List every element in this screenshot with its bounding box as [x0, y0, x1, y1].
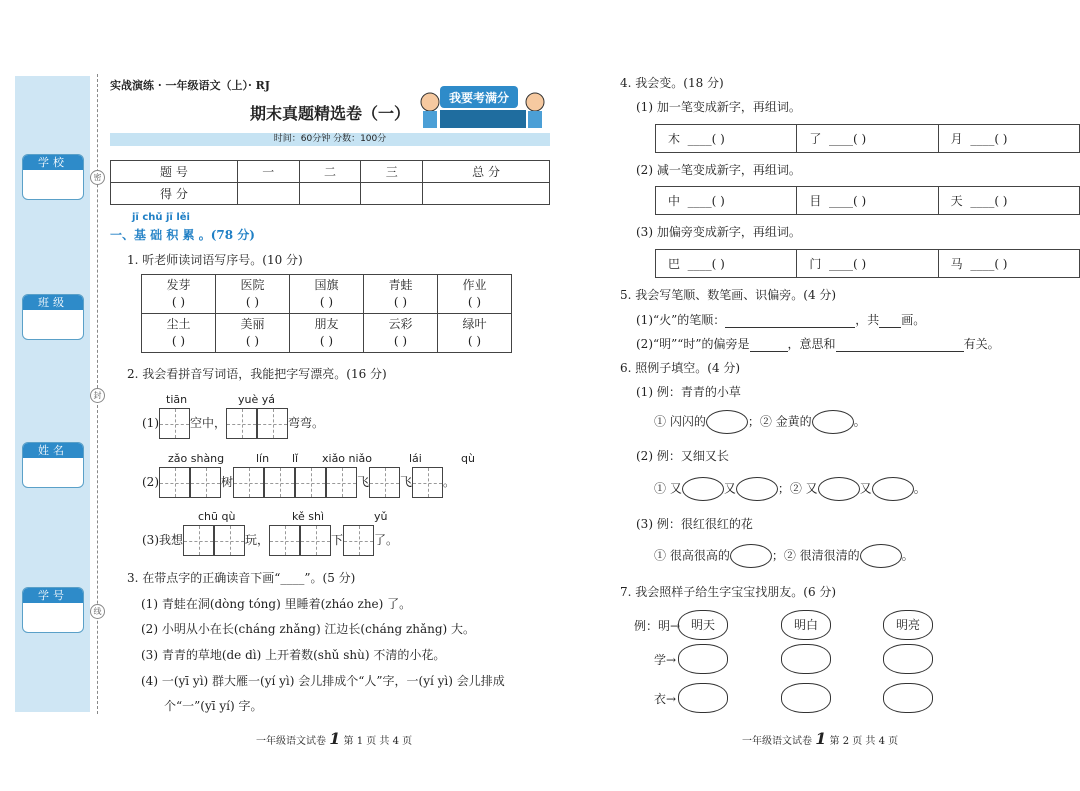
q4-cell[interactable]: 木 ____( ) [656, 125, 797, 153]
score-input-cell[interactable] [423, 183, 550, 205]
q6-ex2: (2) 例：又细又长 [636, 449, 729, 463]
score-input-cell[interactable] [299, 183, 361, 205]
q3-line: (3) 青青的草地(de dì) 上开着数(shǔ shù) 不清的小花。 [141, 648, 446, 662]
char-grid[interactable] [226, 408, 257, 439]
score-header-cell: 总 分 [423, 161, 550, 183]
q5-line2: (2)“明”“时”的偏旁是 ，意思和 有关。 [636, 337, 1000, 351]
q6-title: 6. 照例子填空。(4 分) [620, 361, 741, 375]
score-header-cell: 题 号 [111, 161, 238, 183]
pinyin: lǐ [292, 452, 299, 465]
q1-cell[interactable]: 云彩 ( ) [364, 314, 438, 353]
pinyin: qù [461, 452, 475, 465]
q3-title: 3. 在带点字的正确读音下画“____”。(5 分) [127, 571, 356, 585]
q7-word-cloud: 明天 [678, 610, 728, 640]
pinyin: yuè yá [238, 393, 275, 406]
score-header-cell: 二 [299, 161, 361, 183]
q1-table [141, 274, 512, 353]
q7-word-cloud: 明白 [781, 610, 831, 640]
char-grid[interactable] [343, 525, 374, 556]
q1-title: 1. 听老师读词语写序号。(10 分) [127, 253, 303, 267]
school-field[interactable]: 学校 [22, 154, 84, 200]
q4-cell[interactable]: 天 ____( ) [938, 187, 1079, 215]
score-label-cell: 得 分 [111, 183, 238, 205]
cloud-blank[interactable] [730, 544, 772, 568]
char-grid[interactable] [264, 467, 295, 498]
q7-blank-cloud[interactable] [781, 683, 831, 713]
q3-line: (4) 一(yī yì) 群大雁一(yí yì) 会儿排成个“人”字，一(yí yì) 会儿排成 [141, 674, 505, 688]
exam-title: 期末真题精选卷（一） [249, 104, 410, 123]
q4-cell[interactable]: 巴 ____( ) [656, 250, 797, 278]
pinyin: xiǎo niǎo [322, 452, 373, 465]
seal-char-feng: 封 [90, 388, 105, 403]
left-footer: 一年级语文试卷 1 第 1 页 共 4 页 [256, 729, 413, 748]
q4-cell[interactable]: 门 ____( ) [797, 250, 938, 278]
q6-ex1: (1) 例：青青的小草 [636, 385, 741, 399]
q1-cell[interactable]: 尘土 ( ) [142, 314, 216, 353]
q7-title: 7. 我会照样子给生字宝宝找朋友。(6 分) [620, 585, 837, 599]
seal-char-xian: 线 [90, 604, 105, 619]
q7-row3-label: 衣→ [654, 692, 677, 706]
pinyin: zǎo shàng [168, 452, 225, 465]
q7-row1-label: 例：明→ [634, 619, 681, 633]
series-label: 实战演练 · 一年级语文（上）· RJ [110, 79, 270, 92]
cloud-blank[interactable] [736, 477, 778, 501]
pinyin: chū qù [198, 510, 236, 523]
cloud-blank[interactable] [860, 544, 902, 568]
score-header-cell: 三 [361, 161, 423, 183]
char-grid[interactable] [269, 525, 300, 556]
q1-cell[interactable]: 医院 ( ) [216, 275, 290, 314]
q6-ans1: ① 闪闪的 ；② 金黄的 。 [654, 410, 866, 434]
q4-sub1: (1) 加一笔变成新字，再组词。 [636, 100, 801, 114]
blank[interactable] [836, 337, 964, 352]
blank[interactable] [750, 337, 788, 352]
section1-pinyin: jī chǔ jī lěi [132, 212, 190, 223]
q1-cell[interactable]: 绿叶 ( ) [438, 314, 512, 353]
char-grid[interactable] [159, 408, 190, 439]
badge-text: 我要考满分 [448, 91, 510, 105]
right-footer: 一年级语文试卷 1 第 2 页 共 4 页 [742, 729, 899, 748]
student-id-field[interactable]: 学号 [22, 587, 84, 633]
q4-cell[interactable]: 中 ____( ) [656, 187, 797, 215]
char-grid[interactable] [233, 467, 264, 498]
score-input-cell[interactable] [361, 183, 423, 205]
q4-table3 [655, 249, 1080, 278]
time-score-info: 时间：60分钟 分数：100分 [110, 133, 550, 146]
q4-cell[interactable]: 月 ____( ) [938, 125, 1079, 153]
q7-blank-cloud[interactable] [883, 683, 933, 713]
char-grid[interactable] [214, 525, 245, 556]
score-header-cell: 一 [237, 161, 299, 183]
q7-word-cloud: 明亮 [883, 610, 933, 640]
q6-ans3: ① 很高很高的 ；② 很清很清的 。 [654, 544, 914, 568]
q1-cell[interactable]: 国旗 ( ) [290, 275, 364, 314]
q4-sub2: (2) 减一笔变成新字，再组词。 [636, 163, 801, 177]
q4-cell[interactable]: 马 ____( ) [938, 250, 1079, 278]
blank[interactable] [879, 313, 901, 328]
name-field[interactable]: 姓名 [22, 442, 84, 488]
cloud-blank[interactable] [818, 477, 860, 501]
pinyin: tiān [166, 393, 188, 406]
char-grid[interactable] [326, 467, 357, 498]
q4-table2 [655, 186, 1080, 215]
q7-blank-cloud[interactable] [678, 683, 728, 713]
q1-cell[interactable]: 青蛙 ( ) [364, 275, 438, 314]
q6-ans2: ① 又 又 ；② 又 又 。 [654, 477, 926, 501]
q3-line: (1) 青蛙在洞(dòng tóng) 里睡着(zháo zhe) 了。 [141, 597, 412, 611]
pinyin: lín [256, 452, 270, 465]
char-grid[interactable] [190, 467, 221, 498]
pinyin: yǔ [374, 510, 388, 523]
q1-cell[interactable]: 发芽 ( ) [142, 275, 216, 314]
pinyin: kě shì [292, 510, 325, 523]
class-field[interactable]: 班级 [22, 294, 84, 340]
char-grid[interactable] [369, 467, 400, 498]
q4-sub3: (3) 加偏旁变成新字，再组词。 [636, 225, 801, 239]
q3-line: (2) 小明从小在长(cháng zhǎng) 江边长(cháng zhǎng) 大。 [141, 622, 476, 636]
score-table [110, 160, 550, 205]
blank[interactable] [725, 313, 855, 328]
q3-line: 个“一”(yī yí) 字。 [164, 699, 263, 713]
q2-title: 2. 我会看拼音写词语，我能把字写漂亮。(16 分) [127, 367, 387, 381]
char-grid[interactable] [159, 467, 190, 498]
q2-line2: (2) 树 飞 飞 。 [142, 467, 455, 498]
q7-blank-cloud[interactable] [781, 644, 831, 674]
char-grid[interactable] [295, 467, 326, 498]
section1-title: 一、基 础 积 累 。(78 分) [110, 228, 255, 242]
q7-row2-label: 学→ [654, 653, 677, 667]
q2-line3: (3)我想 玩， 下 了。 [142, 525, 398, 556]
q1-cell[interactable]: 朋友 ( ) [290, 314, 364, 353]
cloud-blank[interactable] [682, 477, 724, 501]
score-input-cell[interactable] [237, 183, 299, 205]
cloud-blank[interactable] [872, 477, 914, 501]
seal-char-mi: 密 [90, 170, 105, 185]
q4-cell[interactable]: 了 ____( ) [797, 125, 938, 153]
char-grid[interactable] [183, 525, 214, 556]
pinyin: lái [409, 452, 422, 465]
q6-ex3: (3) 例：很红很红的花 [636, 517, 753, 531]
binding-strip [15, 76, 90, 712]
q5-title: 5. 我会写笔顺、数笔画、识偏旁。(4 分) [620, 288, 837, 302]
char-grid[interactable] [300, 525, 331, 556]
q2-line1: (1) 空中， 弯弯。 [142, 408, 324, 439]
q5-line1: (1)“火”的笔顺： ，共 画。 [636, 313, 926, 327]
q4-cell[interactable]: 目 ____( ) [797, 187, 938, 215]
q7-blank-cloud[interactable] [883, 644, 933, 674]
q4-table1 [655, 124, 1080, 153]
cloud-blank[interactable] [706, 410, 748, 434]
char-grid[interactable] [412, 467, 443, 498]
q1-cell[interactable]: 作业 ( ) [438, 275, 512, 314]
char-grid[interactable] [257, 408, 288, 439]
q7-blank-cloud[interactable] [678, 644, 728, 674]
q4-title: 4. 我会变。(18 分) [620, 76, 724, 90]
q1-cell[interactable]: 美丽 ( ) [216, 314, 290, 353]
cloud-blank[interactable] [812, 410, 854, 434]
